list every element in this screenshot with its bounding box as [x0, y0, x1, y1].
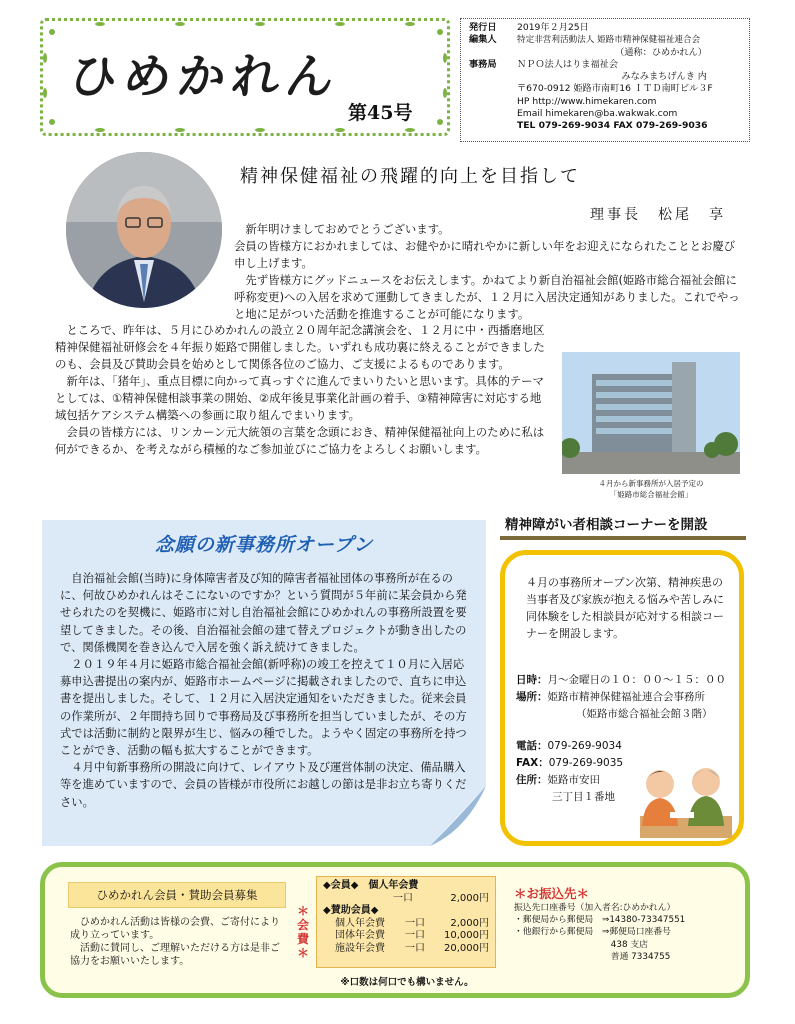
office-sub: みなみまちげんき 内 — [621, 71, 707, 83]
place-value: 姫路市精神保健福祉連合会事務所 — [547, 691, 705, 703]
member-fee-label: 一口 — [393, 892, 413, 904]
consult-intro: ４月の事務所オープン次第、精神疾患の当事者及び家族が抱える悩みや苦しみに同体験をした相談員が応対する相談コーナーを開設します。 — [526, 576, 724, 640]
office: ＮＰＯ法人はりま福祉会 — [517, 58, 619, 70]
addr-label: 住所： — [516, 774, 548, 786]
message-author: 理事長 松尾 享 — [590, 207, 726, 223]
welfare-center-photo — [562, 352, 740, 474]
editor-label: 編集人 — [469, 34, 497, 46]
place-sub: （姫路市総合福祉会館３階） — [576, 708, 713, 720]
editor: 特定非営利活動法人 姫路市精神保健福祉連合会 — [517, 35, 701, 46]
member-heading: ◆会員◆ 個人年会費 — [323, 880, 419, 891]
office-label: 事務局 — [469, 58, 497, 70]
fee-mark: ＊会費＊ — [296, 904, 309, 960]
fax-value: 079-269-9035 — [548, 757, 624, 769]
publication-info — [460, 18, 750, 142]
recruit-title: ひめかれん会員・賛助会員募集 — [68, 882, 286, 908]
consult-title: 精神障がい者相談コーナーを開設 — [505, 517, 708, 533]
group-fee-label: 団体年会費 一口 — [335, 930, 425, 941]
new-office-paragraph-3: ４月中旬新事務所の開設に向けて、レイアウト及び運営体制の決定、備品購入等を進めていますので、会員の皆様が市役所にお越しの節は是非お立ち寄りください。 — [60, 761, 467, 809]
new-office-paragraph-2: ２０１９年４月に姫路市総合福祉会館(新呼称)の竣工を控えて１０月に入居応募申込書提出の案内が、姫路市ホームページに掲載されましたので、直ちに申込書を提出しました。そして、１２月に入居決定通知をいただきました。従来会員の作業所が、２年間持ち回りで事務局及び事務所を担当していましたが、その方式では活動に制約と限界が生じ、悩みの種でした。ようやく固定の事務所を持つことができ、活動の幅も拡大することができます。 — [60, 658, 467, 758]
consult-schedule — [516, 672, 740, 723]
new-office-title: 念願の新事務所オープン — [154, 534, 374, 556]
title-underline — [500, 536, 746, 542]
fax-label: FAX： — [516, 757, 549, 769]
individual-fee-label: 個人年会費 一口 — [335, 917, 425, 929]
new-office-paragraph-1: 自治福祉会館(当時)に身体障害者及び知的障害者福祉団体の事務所が在るのに、何故ひめかれんはそこにないのですか？という質問が５年前に某会員から発せられたのを契機に、姫路市に対し自治福祉会館にひめかれんの事務所設置を要望してきました。その後、自治福祉会館の建て替えプロジェクトが動き出したので、関係機関を巻き込んで入居を強く訴え続けてきました。 — [60, 572, 467, 654]
day-label: 日時： — [516, 674, 548, 686]
addr-value-2: 三丁目１番地 — [552, 791, 615, 803]
fee-note: ※口数は何口でも構いません。 — [340, 977, 474, 988]
individual-fee-value: 2,000円 — [450, 917, 489, 929]
member-fee-value: 2,000円 — [450, 892, 489, 904]
new-office-body — [60, 570, 472, 811]
group-fee-value: 10,000円 — [444, 930, 489, 941]
facility-fee-value: 20,000円 — [444, 942, 489, 954]
message-paragraph-1: 新年明けましておめでとうございます。 会員の皆様方におかれましては、お健やかに晴れやかに新しい年をお迎えになられたこととお慶び申し上げます。 先ず皆様方にグッドニュースをお伝えします。かねてより新自治福祉会館(姫路市総合福祉会館に呼称変更)への入居を求めて運動してきましたが、１２月に入居決定通知がありました。これでやっと地に足がついた活動を推進することが可能になります。 — [234, 222, 740, 321]
payment-details: 振込先口座番号（加入者名:ひめかれん） ・郵便局から郵便局 ⇒14380-73347551 ・他銀行から郵便局 ⇒郵便局口座番号 438 支店 普通 7334755 — [514, 903, 686, 962]
place-label: 場所： — [516, 691, 548, 703]
date: 2019年２月25日 — [517, 22, 589, 33]
fee-table — [316, 876, 496, 968]
facility-fee-label: 施設年会費 一口 — [335, 942, 425, 954]
chairman-photo — [66, 152, 222, 308]
message-title: 精神保健福祉の飛躍的向上を目指して — [240, 166, 580, 187]
supporter-heading: ◆賛助会員◆ — [323, 905, 379, 916]
message-paragraph-2: ところで、昨年は、５月にひめかれんの設立２０周年記念講演会を、１２月に中・西播磨地区精神保健福祉研修会を４年振り姫路で開催しました。いずれも成功裏に終えることができましたのも、会員及び賛助会員を始めとして関係各位のご協力、ご支援によるものであります。 新年は、「猪年」、重点目標に向かって真っすぐに進んでまいりたいと思います。具体的テーマとしては、①精神保健相談事業の開始、②成年後見事業化計画の着手、③精神障害に対応する地域包括ケアシステム構築への参画に取り組んでまいります。 会員の皆様方には、リンカーン元大統領の言葉を念頭におき、精神保健福祉向上のために私は何ができるか、を考えながら積極的なご参加並びにご協力をよろしくお願いします。 — [55, 323, 545, 456]
recruit-text: ひめかれん活動は皆様の会費、ご寄付により成り立っています。 活動に賛同し、ご理解いただける方は是非ご協力をお願いいたします。 — [70, 917, 280, 967]
tel-value: 079-269-9034 — [547, 740, 622, 752]
date-label: 発行日 — [469, 22, 497, 33]
day-value: 月～金曜日の１０：００～１５：００ — [547, 674, 726, 686]
email: Email himekaren@ba.wakwak.com — [517, 108, 678, 120]
tel-fax: TEL 079-269-9034 FAX 079-269-9036 — [517, 120, 708, 132]
issue-number: 第45号 — [348, 102, 413, 124]
newsletter-title: ひめかれん — [66, 49, 343, 105]
consultation-illustration — [630, 756, 738, 842]
addr-value: 姫路市安田 — [547, 774, 600, 786]
tel-label: 電話： — [516, 740, 548, 752]
address: 〒670-0912 姫路市南町16 ＩＴＤ南町ビル３F — [517, 83, 713, 95]
homepage: HP http://www.himekaren.com — [517, 95, 657, 107]
payment-title: ＊お振込先＊ — [514, 886, 590, 901]
editor-alias: （通称：ひめかれん） — [615, 46, 707, 58]
photo-caption: ４月から新事務所が入居予定の 「姫路市総合福祉会館」 — [598, 479, 704, 499]
